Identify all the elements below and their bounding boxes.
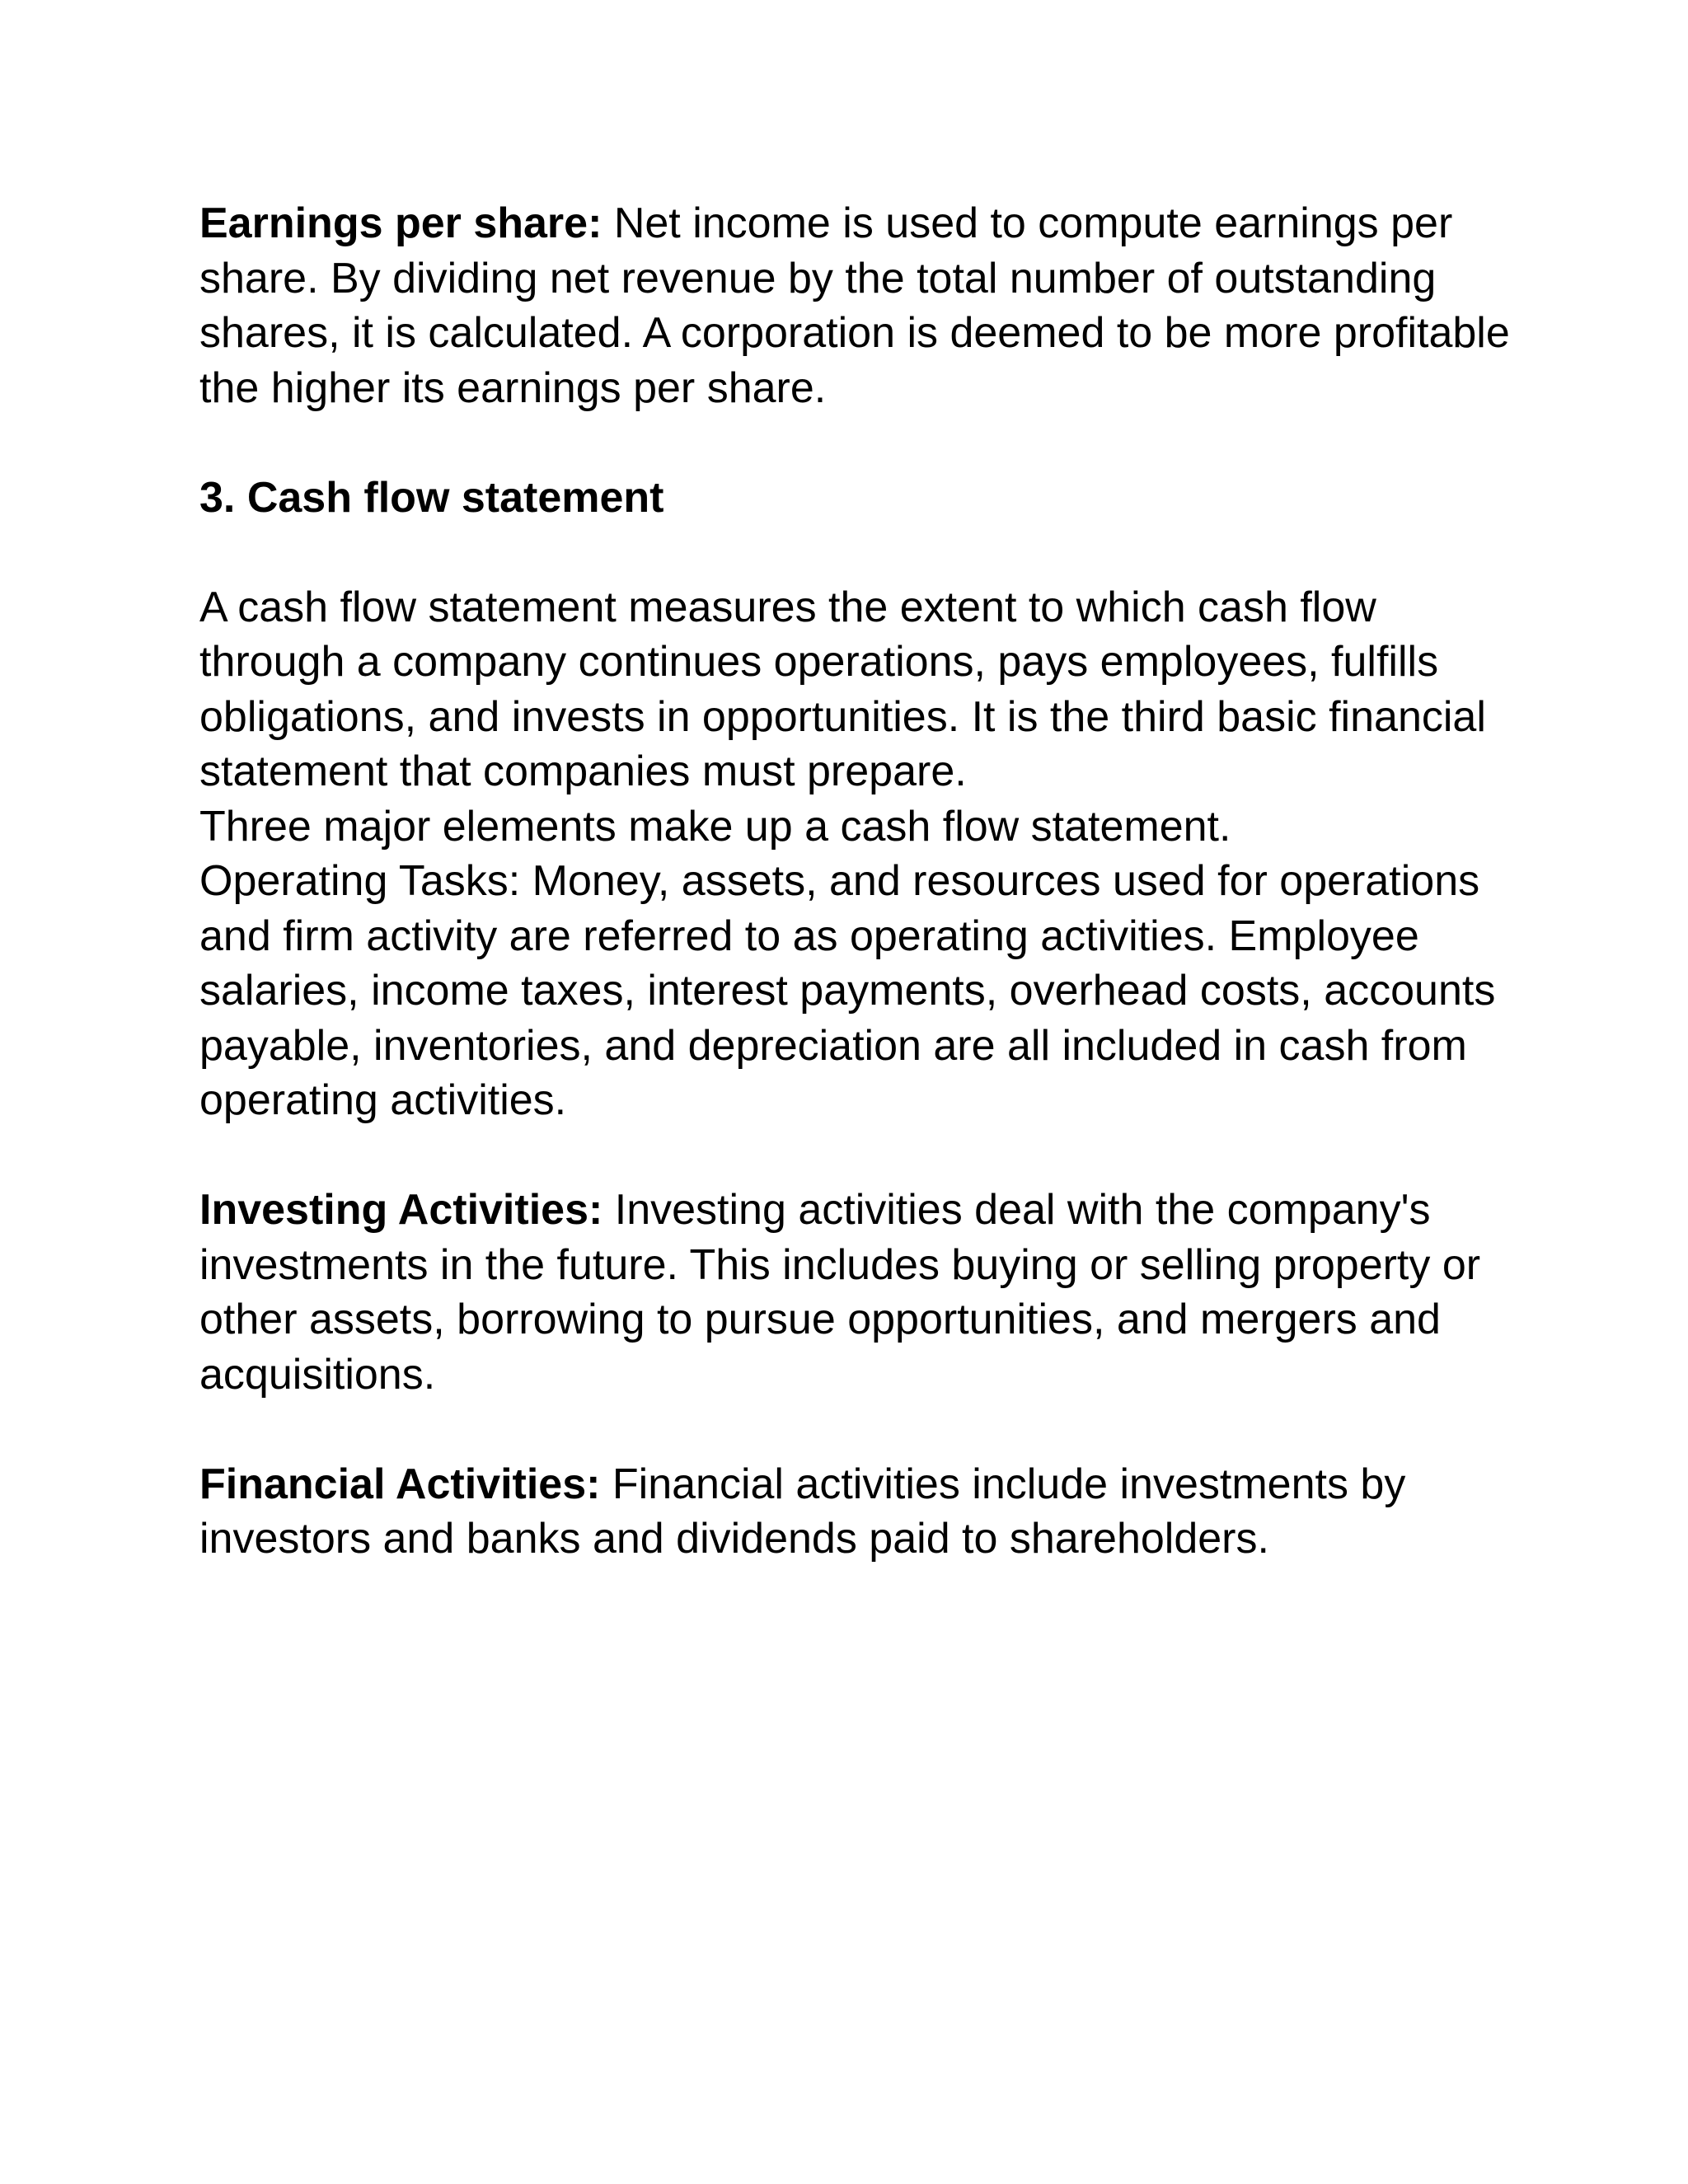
financial-text: Financial activities include investments by investors and banks and dividends paid to shareholders. — [199, 1460, 1406, 1563]
spacer — [199, 1128, 1518, 1183]
investing-label: Investing Activities: — [199, 1186, 603, 1234]
spacer — [199, 415, 1518, 471]
operating-paragraph: Operating Tasks: Money, assets, and resources used for operations and firm activity are referred to as operating activities. Employee salaries, income taxes, interest payments, overhead costs, accounts payable, inventories, and depreciation are all included in cash from operating activities. — [199, 857, 1496, 1124]
spacer — [199, 1402, 1518, 1457]
cash-flow-intro: A cash flow statement measures the extent to which cash flow through a company continues operations, pays employees, fulfills obligations, and invests in opportunities. It is the third basic financial statement that companies must prepare. — [199, 583, 1486, 795]
financial-label: Financial Activities: — [199, 1460, 601, 1508]
document-body — [199, 196, 1518, 1567]
elements-intro: Three major elements make up a cash flow statement. — [199, 802, 1231, 851]
financial-paragraph — [199, 1457, 1518, 1567]
investing-paragraph — [199, 1183, 1518, 1402]
spacer — [199, 525, 1518, 580]
eps-text: Net income is used to compute earnings per share. By dividing net revenue by the total number of outstanding shares, it is calculated. A corporation is deemed to be more profitable the higher its earnings per share. — [199, 199, 1510, 412]
eps-label: Earnings per share: — [199, 199, 603, 247]
investing-text: Investing activities deal with the company's investments in the future. This includes buying or selling property or other assets, borrowing to pursue opportunities, and mergers and acquisitions. — [199, 1186, 1481, 1399]
eps-paragraph — [199, 196, 1518, 415]
section-heading: 3. Cash flow statement — [199, 473, 664, 522]
